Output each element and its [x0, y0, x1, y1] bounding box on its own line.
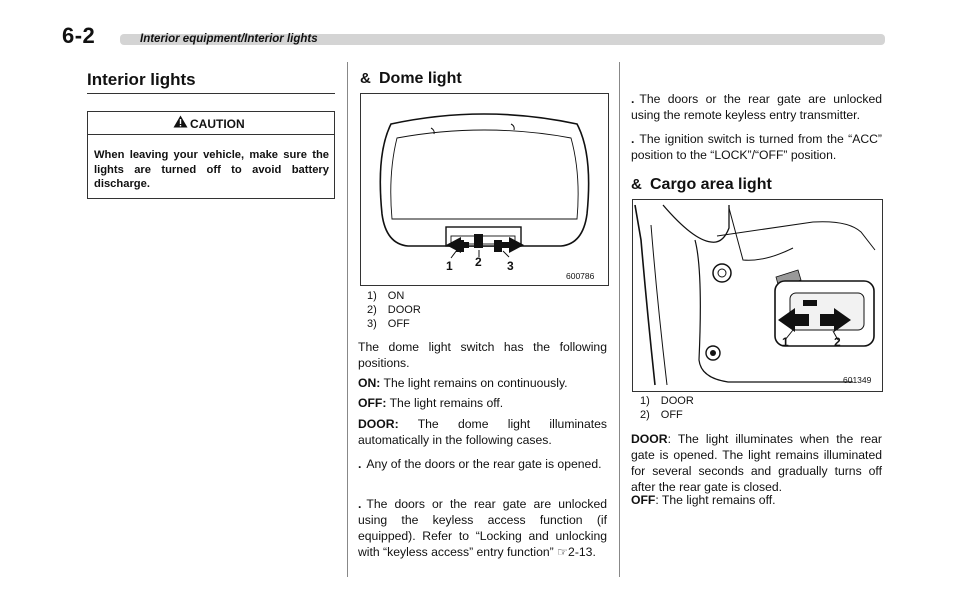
cargo-light-figure: [632, 199, 883, 392]
figure-code: 601349: [843, 375, 872, 385]
term-door: DOOR: [631, 432, 668, 446]
term-off: OFF:: [358, 396, 387, 410]
bullet-text: The ignition switch is turned from the “ACC” position to the “LOCK”/“OFF” position.: [631, 132, 882, 162]
caution-text: When leaving your vehicle, make sure the lights are turned off to avoid battery discharge.: [94, 149, 329, 190]
list-item: [631, 91, 882, 123]
callout-2: 2: [834, 335, 841, 349]
dome-light-heading-text: Dome light: [379, 70, 462, 87]
dome-off: [358, 395, 607, 411]
dome-door: [358, 416, 607, 448]
cargo-door: [631, 431, 882, 495]
callout-1: 1: [782, 335, 789, 349]
dome-intro: The dome light switch has the following positions.: [358, 340, 607, 370]
title-rule: [87, 93, 335, 94]
list-item: [358, 496, 607, 560]
bullet-text: Any of the doors or the rear gate is opened.: [366, 457, 602, 471]
legend-item: 3) OFF: [367, 318, 410, 330]
column-divider: [619, 62, 620, 577]
term-door: DOOR:: [358, 417, 399, 431]
callout-3: 3: [507, 259, 514, 273]
bullet-mark: .: [358, 457, 362, 471]
bullet-mark: .: [358, 497, 362, 511]
bullet-mark: .: [631, 132, 635, 146]
bullet-mark: .: [631, 92, 635, 106]
desc-on: The light remains on continuously.: [380, 376, 568, 390]
callout-1: 1: [446, 259, 453, 273]
dome-on: [358, 375, 607, 391]
section-title: Interior lights: [87, 70, 196, 89]
desc-door: : The light illuminates when the rear gate is opened. The light remains illuminated for several seconds and gradually turns off after the rear gate is closed.: [631, 432, 882, 494]
list-item: [358, 456, 607, 472]
page-number: 6-2: [62, 23, 96, 48]
figure-code: 600786: [566, 271, 595, 281]
cargo-light-heading-text: Cargo area light: [650, 176, 772, 193]
running-header: Interior equipment/Interior lights: [140, 33, 318, 45]
desc-off: The light remains off.: [386, 396, 504, 410]
legend-item: 2) OFF: [640, 409, 683, 421]
dome-legend: [367, 289, 421, 331]
dome-light-heading: [360, 70, 462, 88]
cargo-light-heading: [631, 176, 772, 194]
legend-item: 1) DOOR: [640, 395, 694, 407]
bullet-text: The doors or the rear gate are unlocked using the remote keyless entry transmitter.: [631, 92, 882, 122]
caution-label: CAUTION: [190, 117, 245, 131]
callout-2: 2: [475, 255, 482, 269]
section-square-icon: &: [631, 176, 642, 193]
cargo-light-illustration: [633, 200, 882, 391]
desc-door: The dome light illuminates automatically in the following cases.: [358, 417, 607, 447]
desc-off: : The light remains off.: [655, 493, 776, 507]
dome-light-figure: [360, 93, 609, 286]
list-item: [631, 131, 882, 163]
cargo-legend: [640, 394, 694, 422]
legend-item: 1) ON: [367, 290, 405, 302]
dome-light-illustration: [361, 94, 608, 285]
term-on: ON:: [358, 376, 381, 390]
column-divider: [347, 62, 348, 577]
bullet-text: The doors or the rear gate are unlocked using the keyless access function (if equipped). Refer to “Locking and unlocking with “keyless access” entry function” ☞2-13.: [358, 497, 607, 559]
cargo-off: [631, 492, 882, 508]
term-off: OFF: [631, 493, 656, 507]
legend-item: 2) DOOR: [367, 304, 421, 316]
section-square-icon: &: [360, 70, 371, 87]
